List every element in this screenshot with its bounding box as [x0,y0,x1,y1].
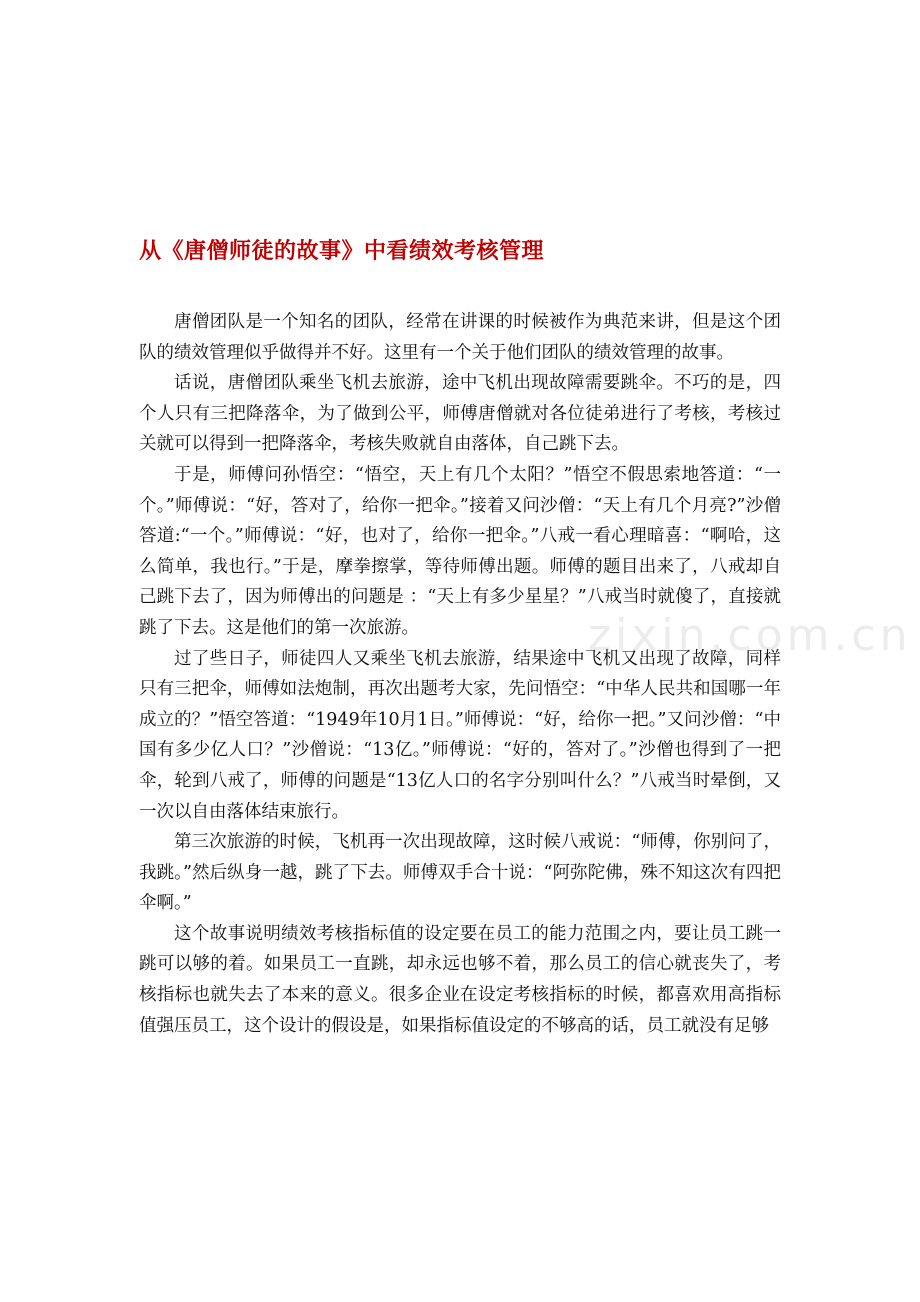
paragraph-second-trip: 过了些日子，师徒四人又乘坐飞机去旅游，结果途中飞机又出现了故障，同样只有三把伞，师傅如法炮制，再次出题考大家，先问悟空：“中华人民共和国哪一年成立的？”悟空答道：“1949年10月1日。”师傅说：“好，给你一把。”又问沙僧：“中国有多少亿人口？”沙僧说：“13亿。”师傅说：“好的，答对了。”沙僧也得到了一把伞，轮到八戒了，师傅的问题是“13亿人口的名字分别叫什么？”八戒当时晕倒，又一次以自由落体结束旅行。 [139,648,781,822]
watermark-text: zixin.com.cn [588,610,912,661]
paragraph-setup: 话说，唐僧团队乘坐飞机去旅游，途中飞机出现故障需要跳伞。不巧的是，四个人只有三把降落伞，为了做到公平，师傅唐僧就对各位徒弟进行了考核，考核过关就可以得到一把降落伞，考核失败就自由落体，自己跳下去。 [139,373,781,455]
paragraph-conclusion: 这个故事说明绩效考核指标值的设定要在员工的能力范围之内，要让员工跳一跳可以够的着。如果员工一直跳，却永远也够不着，那么员工的信心就丧失了，考核指标也就失去了本来的意义。很多企业在设定考核指标的时候，都喜欢用高指标值强压员工，这个设计的假设是，如果指标值设定的不够高的话，员工就没有足够 [139,923,781,1036]
document-title: 从《唐僧师徒的故事》中看绩效考核管理 [139,238,545,264]
paragraph-third-trip: 第三次旅游的时候，飞机再一次出现故障，这时候八戒说：“师傅，你别问了，我跳。”然后纵身一越，跳了下去。师傅双手合十说：“阿弥陀佛，殊不知这次有四把伞啊。” [139,832,781,914]
paragraph-first-trip: 于是，师傅问孙悟空：“悟空，天上有几个太阳？”悟空不假思索地答道：“一个。”师傅说：“好，答对了，给你一把伞。”接着又问沙僧：“天上有几个月亮?”沙僧答道:“一个。”师傅说：“好，也对了，给你一把伞。”八戒一看心理暗喜：“啊哈，这么简单，我也行。”于是，摩拳擦掌，等待师傅出题。师傅的题目出来了，八戒却自己跳下去了，因为师傅出的问题是 ：“天上有多少星星？”八戒当时就傻了，直接就跳了下去。这是他们的第一次旅游。 [139,464,782,638]
paragraph-intro: 唐僧团队是一个知名的团队，经常在讲课的时候被作为典范来讲，但是这个团队的绩效管理似乎做得并不好。这里有一个关于他们团队的绩效管理的故事。 [139,312,781,363]
document-body [139,307,781,1041]
